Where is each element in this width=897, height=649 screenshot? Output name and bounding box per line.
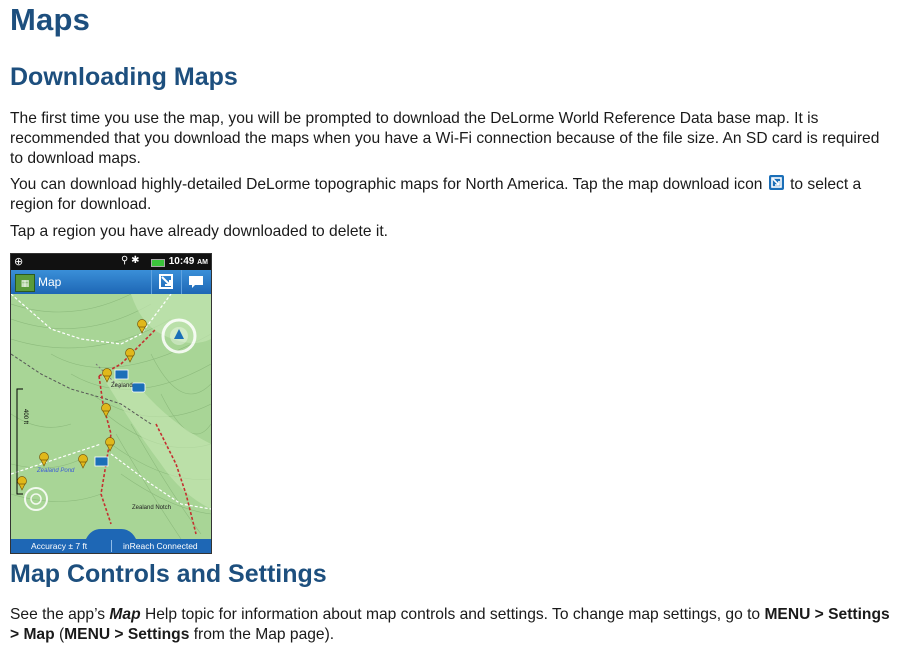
menu-path-short: MENU > Settings <box>64 626 190 643</box>
status-time: 10:49 AM <box>168 256 208 267</box>
text: to select a region for download. <box>10 176 862 213</box>
menu-path: MENU > Settings > Map <box>10 606 890 643</box>
scale-label: 400 ft <box>22 409 28 425</box>
paragraph-download-intro: The first time you use the map, you will be prompted to download the DeLorme World Reference Data base map. It is recommended that you download the maps when you have a Wi-Fi connection because of the file size. An SD card is required to download maps. <box>10 110 880 167</box>
text: ( <box>54 626 65 643</box>
text: Help topic for information about map controls and settings. To change map settings, go to <box>140 606 765 623</box>
phone-screenshot <box>10 253 212 554</box>
speech-bubble-icon <box>182 270 210 294</box>
message-button[interactable] <box>181 270 210 294</box>
paragraph-map-settings <box>10 605 890 645</box>
battery-icon <box>151 259 165 267</box>
section-heading-downloading-maps: Downloading Maps <box>10 63 238 91</box>
paragraph-topo-maps <box>10 175 890 215</box>
place-label-zealand-pond: Zealand Pond <box>37 468 75 474</box>
text: You can download highly-detailed DeLorme topographic maps for North America. Tap the map download icon <box>10 176 767 193</box>
connection-status: inReach Connected <box>123 541 198 551</box>
page-title: Maps <box>10 2 91 37</box>
phone-footer <box>11 539 211 553</box>
place-label-zealand-notch: Zealand Notch <box>132 505 172 511</box>
place-label-zealand: Zealand <box>111 383 133 389</box>
globe-icon: ⊕ <box>14 256 24 268</box>
map-download-button[interactable] <box>151 270 180 294</box>
signal-icon: ⚲ ✱ <box>121 255 140 266</box>
app-title: Map <box>38 275 62 289</box>
map-help-topic: Map <box>109 606 141 623</box>
app-bar <box>11 270 211 294</box>
map-download-icon <box>769 175 784 190</box>
topographic-map[interactable] <box>11 294 211 539</box>
text: from the Map page). <box>189 626 335 643</box>
map-download-icon <box>152 270 180 294</box>
status-bar <box>11 254 211 270</box>
section-heading-map-controls: Map Controls and Settings <box>10 560 327 588</box>
text: See the app’s <box>10 606 110 623</box>
app-icon[interactable]: ▦ <box>15 274 35 292</box>
accuracy-label: Accuracy ± 7 ft <box>31 541 88 551</box>
paragraph-delete-region: Tap a region you have already downloaded to delete it. <box>10 223 388 240</box>
